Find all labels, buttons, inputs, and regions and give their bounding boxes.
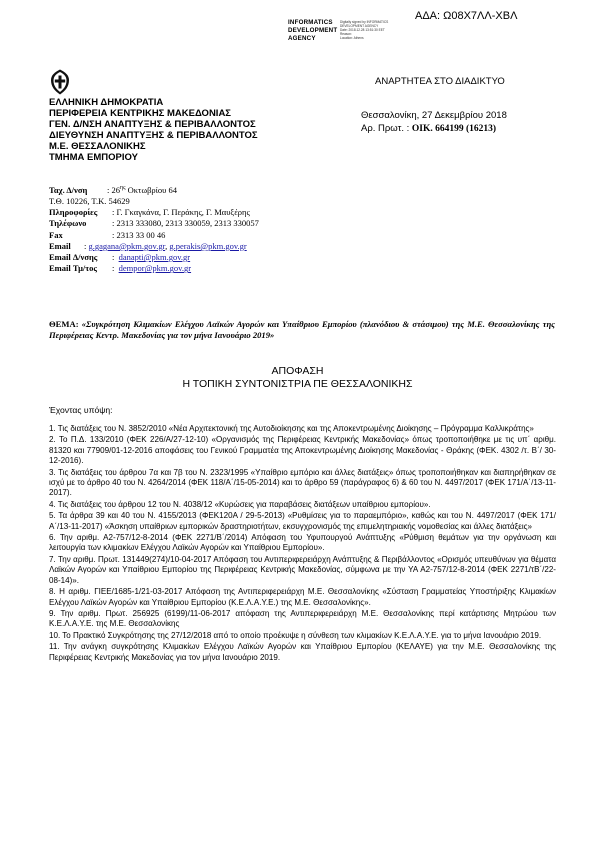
info-row: Πληροφορίες : Γ. Γκαγκάνα, Γ. Περάκης, Γ. Μαυξέρης (49, 207, 250, 218)
issuing-authority (49, 97, 258, 163)
authority-line: Μ.Ε. ΘΕΣΣΑΛΟΝΙΚΗΣ (49, 141, 146, 152)
list-item: 11. Την ανάγκη συγκρότησης Κλιμακίων Ελέγχου Λαϊκών Αγορών και Υπαίθριου Εμπορίου (ΚΕΛΑΥΕ) για την Μ.Ε. Θεσσαλονίκης της Περιφέρειας Κεντρικής Μακεδονίας για τον μήνα Ιανουάριο 2019. (49, 642, 556, 662)
list-item: 9. Την αριθμ. Πρωτ. 256925 (6199)/11-06-2017 απόφαση της Αντιπεριφερειάρχη Μ.Ε. Θεσσαλονίκης περί κατάρτισης Μητρώου των Κ.Ε.Λ.Α.Υ.Ε. της Μ.Ε. Θεσσαλονίκης (49, 608, 556, 629)
considering-label: Έχοντας υπόψη: (49, 405, 113, 415)
publish-online-note: ΑΝΑΡΤΗΤΕΑ ΣΤΟ ΔΙΑΔΙΚΤΥΟ (375, 76, 505, 87)
email-label: Email (49, 240, 71, 251)
subject-label: ΘΕΜΑ: (49, 319, 79, 329)
info-label: Πληροφορίες (49, 207, 98, 218)
stamp-signature-details: Digitally signed by INFORMATICS DEVELOPMENT AGENCY Date: 2018.12.28 13:51:30 EET Reason: Location: Athens (340, 20, 389, 40)
authority-line: ΕΛΛΗΝΙΚΗ ΔΗΜΟΚΡΑΤΙΑ (49, 97, 164, 108)
email-directorate-link[interactable]: danapti@pkm.gov.gr (118, 252, 191, 263)
list-item: 6. Την αριθμ. Α2-757/12-8-2014 (ΦΕΚ 2271/Β΄/2014) Απόφαση του Υφυπουργού Ανάπτυξης «Ρύθμιση θεμάτων για την οργάνωση και λειτουργία των κλιμακίων Ελέγχου Λαϊκών Αγορών και Υπαίθριου Εμπορίου». (49, 533, 556, 553)
protocol-number: Αρ. Πρωτ. : ΟΙΚ. 664199 (16213) (361, 123, 497, 134)
stamp-agency-name: INFORMATICS DEVELOPMENT AGENCY (288, 19, 338, 42)
fax-label: Fax (49, 229, 63, 240)
ada-code: ΑΔΑ: Ω08Χ7ΛΛ-ΧΒΛ (415, 10, 518, 22)
address-row: Ταχ. Δ/νση : $26^{\eta\varsigma}$ Οκτωβρίου 64 (49, 184, 178, 195)
email-link[interactable]: g.gagana@pkm.gov.gr (88, 240, 166, 251)
email-row: Email : g.gagana@pkm.gov.gr, g.perakis@pkm.gov.gr (49, 240, 247, 251)
list-item: 7. Την αριθμ. Πρωτ. 131449(274)/10-04-2017 Απόφαση του Αντιπεριφερειάρχη Ανάπτυξης & Περιβάλλοντος «Ορισμός υπευθύνων για θέματα Λαϊκών Αγορών και Υπαίθριου Εμπορίου της Περιφέρειας Κεντρικής Μακεδονίας, σύμφωνα με την ΥΑ Α2-757/12-8-2014 (ΦΕΚ 2271/τΒ΄/22-08-14)». (49, 554, 556, 585)
authority-line: ΔΙΕΥΘΥΝΣΗ ΑΝΑΠΤΥΞΗΣ & ΠΕΡΙΒΑΛΛΟΝΤΟΣ (49, 130, 258, 141)
list-item: 1. Τις διατάξεις του Ν. 3852/2010 «Νέα Αρχιτεκτονική της Αυτοδιοίκησης και της Αποκεντρωμένης Διοίκησης – Πρόγραμμα Καλλικράτης» (49, 424, 534, 433)
email-directorate-row: Email Δ/νσης : danapti@pkm.gov.gr (49, 252, 191, 263)
considerations-list (49, 424, 556, 664)
list-item: 5. Τα άρθρα 39 και 40 του Ν. 4155/2013 (ΦΕΚ120Α / 29-5-2013) «Ρυθμίσεις για το παραεμπόριο», καθώς και του Ν. 4497/2017 (ΦΕΚ 171/Α΄/13-11-2017) «Άσκηση υπαίθριων εμπορικών δραστηριοτήτων, εκσυγχρονισμός της επιμελητηριακής νομοθεσίας και άλλες διατάξεις» (49, 511, 556, 531)
email-directorate-label: Email Δ/νσης (49, 252, 98, 263)
phone-row: Τηλέφωνο : 2313 333080, 2313 330059, 2313 330057 (49, 218, 259, 229)
subject-line (49, 319, 555, 341)
list-item: 8. Η αριθμ. ΓΙΕΕ/1685-1/21-03-2017 Απόφαση της Αντιπεριφερειάρχη Μ.Ε. Θεσσαλονίκης «Σύσταση Γραμματείας Υποστήριξης Κλιμακίων Ελέγχου Λαϊκών Αγορών και Υπαίθριου Εμπορίου (Κ.Ε.Λ.Α.Υ.Ε.) της Μ.Ε. Θεσσαλονίκης». (49, 587, 556, 607)
list-item: 10. Το Πρακτικό Συγκρότησης της 27/12/2018 από το οποίο προέκυψε η σύνθεση των κλιμακίων Κ.Ε.Λ.Α.Υ.Ε. για το μήνα Ιανουάριο 2019. (49, 630, 542, 640)
document-date: Θεσσαλονίκη, 27 Δεκεμβρίου 2018 (361, 110, 507, 121)
phone-label: Τηλέφωνο (49, 218, 87, 229)
authority-line: ΠΕΡΙΦΕΡΕΙΑ ΚΕΝΤΡΙΚΗΣ ΜΑΚΕΔΟΝΙΑΣ (49, 108, 232, 119)
decision-subtitle: Η ΤΟΠΙΚΗ ΣΥΝΤΟΝΙΣΤΡΙΑ ΠΕ ΘΕΣΣΑΛΟΝΙΚΗΣ (182, 378, 413, 390)
subject-text: «Συγκρότηση Κλιμακίων Ελέγχου Λαϊκών Αγορών και Υπαίθριου Εμπορίου (πλανόδιου & στάσιμου) της Μ.Ε. Θεσσαλονίκης της Περιφέρειας Κεντρ. Μακεδονίας για τον μήνα Ιανουάριο 2019» (49, 319, 555, 340)
address-label: Ταχ. Δ/νση (49, 184, 88, 195)
postal-row: Τ.Θ. 10226, Τ.Κ. 54629 (49, 196, 130, 207)
authority-line: ΓΕΝ. Δ/ΝΣΗ ΑΝΑΠΤΥΞΗΣ & ΠΕΡΙΒΑΛΛΟΝΤΟΣ (49, 119, 256, 130)
email-department-row: Email Τμ/τος : dempor@pkm.gov.gr (49, 263, 192, 274)
fax-row: Fax : 2313 33 00 46 (49, 229, 166, 240)
list-item: 4. Τις διατάξεις του άρθρου 12 του Ν. 4038/12 «Κυρώσεις για παραβάσεις διατάξεων υπαίθριου εμπορίου». (49, 499, 431, 509)
email-department-link[interactable]: dempor@pkm.gov.gr (118, 263, 192, 274)
email-link[interactable]: g.perakis@pkm.gov.gr (169, 240, 247, 251)
digital-signature-stamp (288, 19, 408, 49)
list-item: 3. Τις διατάξεις του άρθρου 7α και 7β του Ν. 2323/1995 «Υπαίθριο εμπόριο και άλλες διατάξεις» όπως τροποποιήθηκαν και διαπηρήθηκαν σε ισχύ με το άρθρο 40 του Ν. 4264/2014 (ΦΕΚ 118/Α΄/15-05-2014) και το άρθρο 59 (παράγραφος 6) & 60 του Ν. 4497/2017 (ΦΕΚ 171/Α΄/13-11-2017). (49, 467, 556, 498)
contact-block (49, 183, 259, 274)
decision-title: ΑΠΟΦΑΣΗ (271, 365, 324, 377)
authority-line: ΤΜΗΜΑ ΕΜΠΟΡΙΟΥ (49, 152, 138, 163)
greek-emblem-icon (49, 69, 71, 95)
list-item: 2. Το Π.Δ. 133/2010 (ΦΕΚ 226/Α/27-12-10) «Οργανισμός της Περιφέρειας Κεντρικής Μακεδονίας» όπως τροποποιήθηκε με τις υπ΄ αριθμ. 81320 και 77909/01-12-2016 αποφάσεις του Γενικού Γραμματέα της Αποκεντρωμένης Διοίκησης Μακεδονίας - Θράκης (ΦΕΚ. 4302 /τ. Β΄/ 30-12-2016). (49, 435, 556, 466)
email-department-label: Email Τμ/τος (49, 263, 98, 274)
